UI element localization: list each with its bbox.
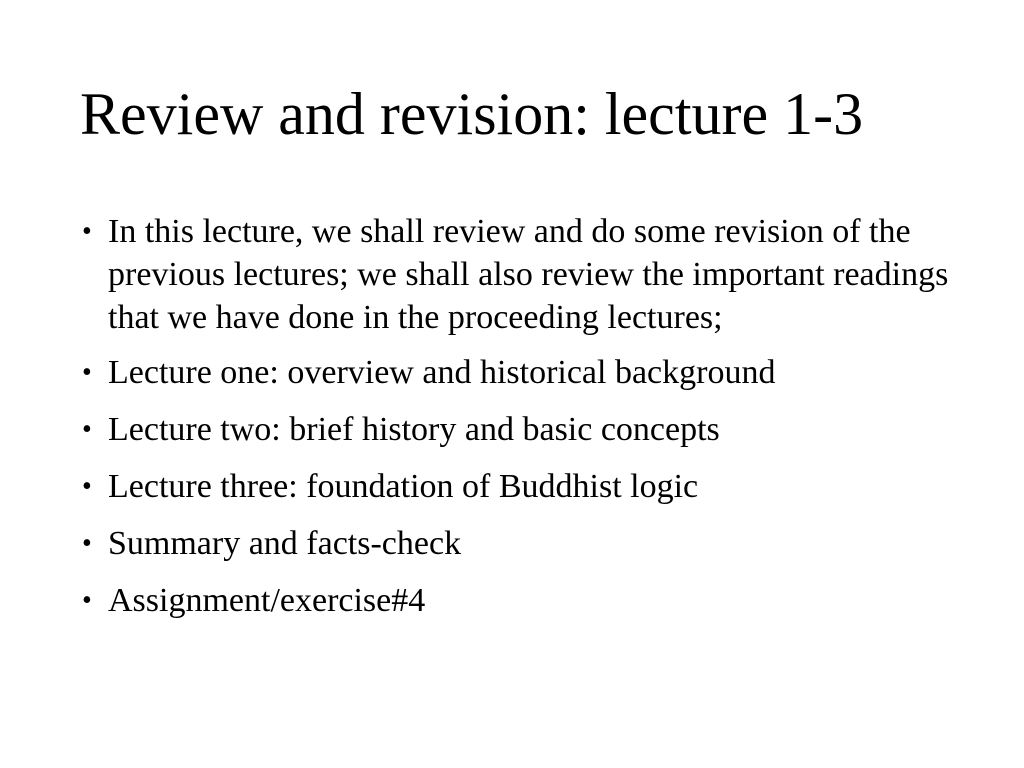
bullet-icon: •: [82, 414, 92, 445]
slide-title: Review and revision: lecture 1-3: [80, 81, 864, 147]
bullet-text: Lecture three: foundation of Buddhist logic: [108, 468, 699, 505]
bullet-text: Assignment/exercise#4: [108, 582, 426, 619]
bullet-text: In this lecture, we shall review and do some revision of the previous lectures; we shall also review the important readings that we have done in the proceeding lectures;: [108, 213, 949, 336]
bullet-text: Summary and facts-check: [108, 525, 462, 562]
bullet-item-intro: [82, 210, 952, 339]
bullet-item-assignment: [82, 579, 952, 622]
bullet-item-lecture-one: [82, 351, 952, 394]
bullet-text: Lecture one: overview and historical background: [108, 354, 776, 391]
bullet-icon: •: [82, 528, 92, 559]
bullet-list: [82, 210, 952, 636]
bullet-item-lecture-three: [82, 465, 952, 508]
bullet-icon: •: [82, 357, 92, 388]
bullet-icon: •: [82, 585, 92, 616]
bullet-icon: •: [82, 471, 92, 502]
bullet-item-summary: [82, 522, 952, 565]
bullet-item-lecture-two: [82, 408, 952, 451]
bullet-icon: •: [82, 216, 92, 247]
bullet-text: Lecture two: brief history and basic concepts: [108, 411, 720, 448]
